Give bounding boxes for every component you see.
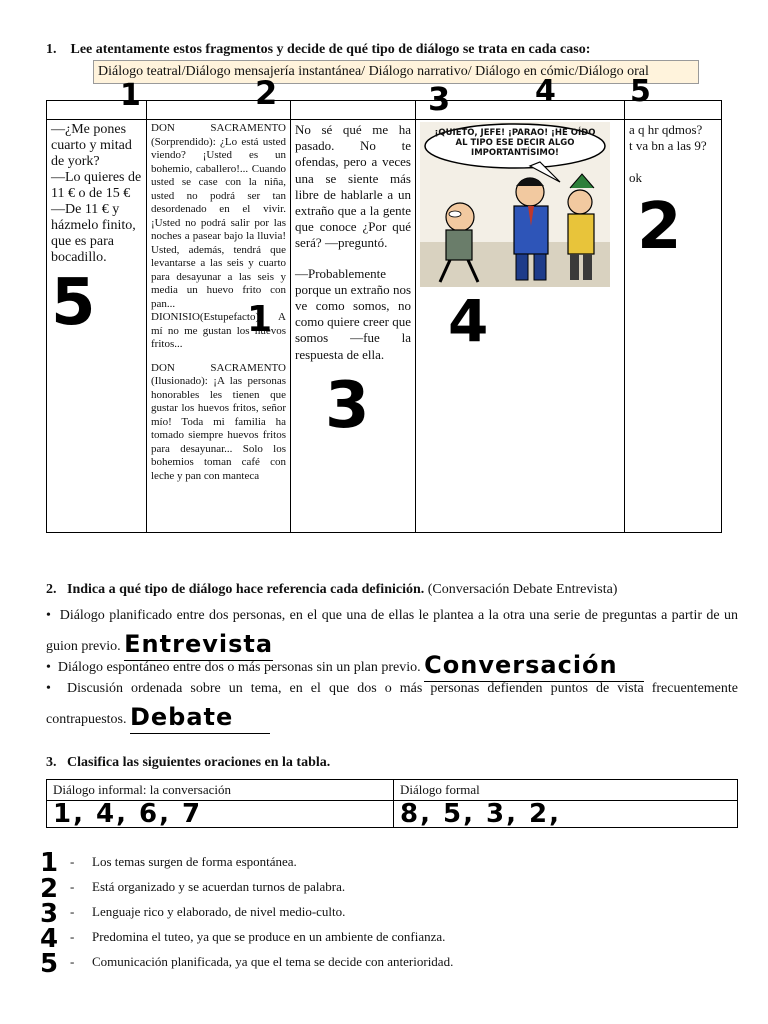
q3-item: [70, 879, 345, 895]
hw-answer-teatral: 1: [247, 299, 273, 340]
fragment-oral-text: —¿Me pones cuarto y mitad de york? —Lo quieres de 11 € o de 15 € —De 11 € y házmelo finito, que es para bocadillo.: [51, 122, 142, 265]
header-cell: [47, 101, 147, 120]
header-cell: [625, 101, 722, 120]
hw-answer-entrevista: Entrevista: [124, 630, 274, 658]
q3-item: [70, 854, 297, 870]
hw-item-number: 4: [40, 924, 59, 954]
fragment-oral: [47, 120, 147, 533]
fragment-narrativo-text-2: —Probablemente porque un extraño nos ve como somos, no como quiere creer que somos —fue la respuesta de ella.: [295, 265, 411, 362]
q3-informal-answer-cell: [47, 801, 394, 828]
dialogue-types-box: Diálogo teatral/Diálogo mensajería instantánea/ Diálogo narrativo/ Diálogo en cómic/Diálogo oral: [93, 60, 699, 84]
q3-item-text: Comunicación planificada, ya que el tema se decide con anterioridad.: [92, 954, 454, 969]
q3-item: [70, 904, 345, 920]
q3-heading: [46, 755, 330, 771]
q3-item-text: Está organizado y se acuerdan turnos de palabra.: [92, 879, 346, 894]
hw-item-number: 5: [40, 949, 59, 979]
q2-def3-text: Discusión ordenada sobre un tema, en el que dos o más personas defienden puntos de vista frecuentemente contrapuestos.: [46, 681, 738, 727]
fragment-narrativo: [291, 120, 416, 533]
hw-type-number-2: 2: [255, 74, 278, 112]
fragment-comic: [416, 120, 625, 533]
q2-title: Indica a qué tipo de diálogo hace referencia cada definición.: [67, 582, 425, 597]
q3-item-text: Predomina el tuteo, ya que se produce en un ambiente de confianza.: [92, 929, 446, 944]
q3-col-formal-header: Diálogo formal: [394, 780, 738, 801]
hw-answer-debate: Debate: [129, 703, 234, 731]
q2-def1-text: Diálogo planificado entre dos personas, en el que una de ellas le plantea a la otra una serie de preguntas a partir de un guion previo.: [46, 608, 738, 654]
q1-number: 1.: [46, 42, 57, 57]
fragment-narrativo-text-1: No sé qué me ha pasado. No te ofendas, pero a veces una se siente más libre de hablarle a un extraño que a la gente que conoce ¿Por qué será? —preguntó.: [295, 122, 411, 251]
q2-number: 2.: [46, 582, 57, 597]
dash: -: [70, 954, 75, 969]
dash: -: [70, 929, 75, 944]
header-cell: [291, 101, 416, 120]
hw-type-number-4: 4: [535, 74, 556, 109]
hw-answer-oral: 5: [51, 266, 96, 340]
bullet: •: [46, 681, 51, 696]
hw-answer-informal: 1, 4, 6, 7: [53, 799, 203, 829]
fragment-mensajeria-text: a q hr qdmos? t va bn a las 9? ok: [629, 122, 707, 185]
dash: -: [70, 904, 75, 919]
hw-item-number: 3: [40, 899, 59, 929]
hw-type-number-1: 1: [120, 78, 141, 113]
hw-item-number: 2: [40, 874, 59, 904]
fragment-teatral: [147, 120, 291, 533]
dash: -: [70, 854, 75, 869]
q3-title: Clasifica las siguientes oraciones en la tabla.: [67, 755, 331, 770]
header-cell: [147, 101, 291, 120]
bullet: •: [46, 660, 51, 675]
fragment-teatral-text-3: DON SACRAMENTO (Ilusionado): ¡A las personas honorables les tienen que gustar los huevos fritos, señor mío! Toda mi familia ha tomado siempre huevos fritos para desayunar... Solo los bohemios toman café con leche y pan con manteca: [151, 361, 286, 482]
comic-speech-bubble: ¡QUIETO, JEFE! ¡PARAO! ¡HE OÍDO AL TIPO ESE DECIR ALGO IMPORTANTÍSIMO!: [434, 128, 596, 158]
q3-col-informal-header: Diálogo informal: la conversación: [47, 780, 394, 801]
q2-options: (Conversación Debate Entrevista): [427, 582, 618, 597]
q2-heading: [46, 582, 617, 598]
hw-type-number-3: 3: [428, 80, 451, 118]
q3-number: 3.: [46, 755, 57, 770]
q1-heading: [46, 42, 590, 58]
hw-answer-formal: 8, 5, 3, 2,: [400, 799, 562, 829]
hw-answer-conversacion: Conversación: [424, 651, 618, 679]
q3-classification-table: [46, 779, 738, 828]
header-cell: [416, 101, 625, 120]
bullet: •: [46, 608, 51, 623]
q1-fragments-table: [46, 100, 722, 533]
q3-item-text: Los temas surgen de forma espontánea.: [92, 854, 297, 869]
hw-answer-mensajeria: 2: [637, 190, 682, 264]
hw-type-number-5: 5: [630, 74, 651, 109]
comic-image: [420, 122, 610, 287]
hw-answer-comic: 4: [448, 287, 489, 355]
q2-definition-3: [46, 676, 738, 734]
q3-item-text: Lenguaje rico y elaborado, de nivel medio-culto.: [92, 904, 346, 919]
hw-item-number: 1: [40, 848, 59, 878]
fragment-teatral-text-2: DIONISIO(Estupefacto): A mí no me gustan los huevos fritos...: [151, 311, 286, 350]
fragment-mensajeria: [625, 120, 722, 533]
q2-def2-text: Diálogo espontáneo entre dos o más personas sin un plan previo.: [57, 660, 421, 675]
fragment-teatral-text-1: DON SACRAMENTO (Sorprendido): ¿Lo está usted viendo? ¡Usted es un bohemio, caballero!... Cuando usted se case con la niña, usted no podrá ser tan desordenado en el vivir. ¡Usted no podrá salir por las noches a pasear bajo la lluvia! Usted, además, tendrá que levantarse a las seis y cuarto para desayunar a las seis y media un huevo frito con pan...: [151, 122, 286, 310]
hw-answer-narrativo: 3: [325, 368, 370, 443]
q1-title: Lee atentamente estos fragmentos y decide de qué tipo de diálogo se trata en cada caso:: [70, 42, 591, 57]
dash: -: [70, 879, 75, 894]
q3-item: [70, 929, 445, 945]
q3-item: [70, 954, 453, 970]
q3-formal-answer-cell: [394, 801, 738, 828]
